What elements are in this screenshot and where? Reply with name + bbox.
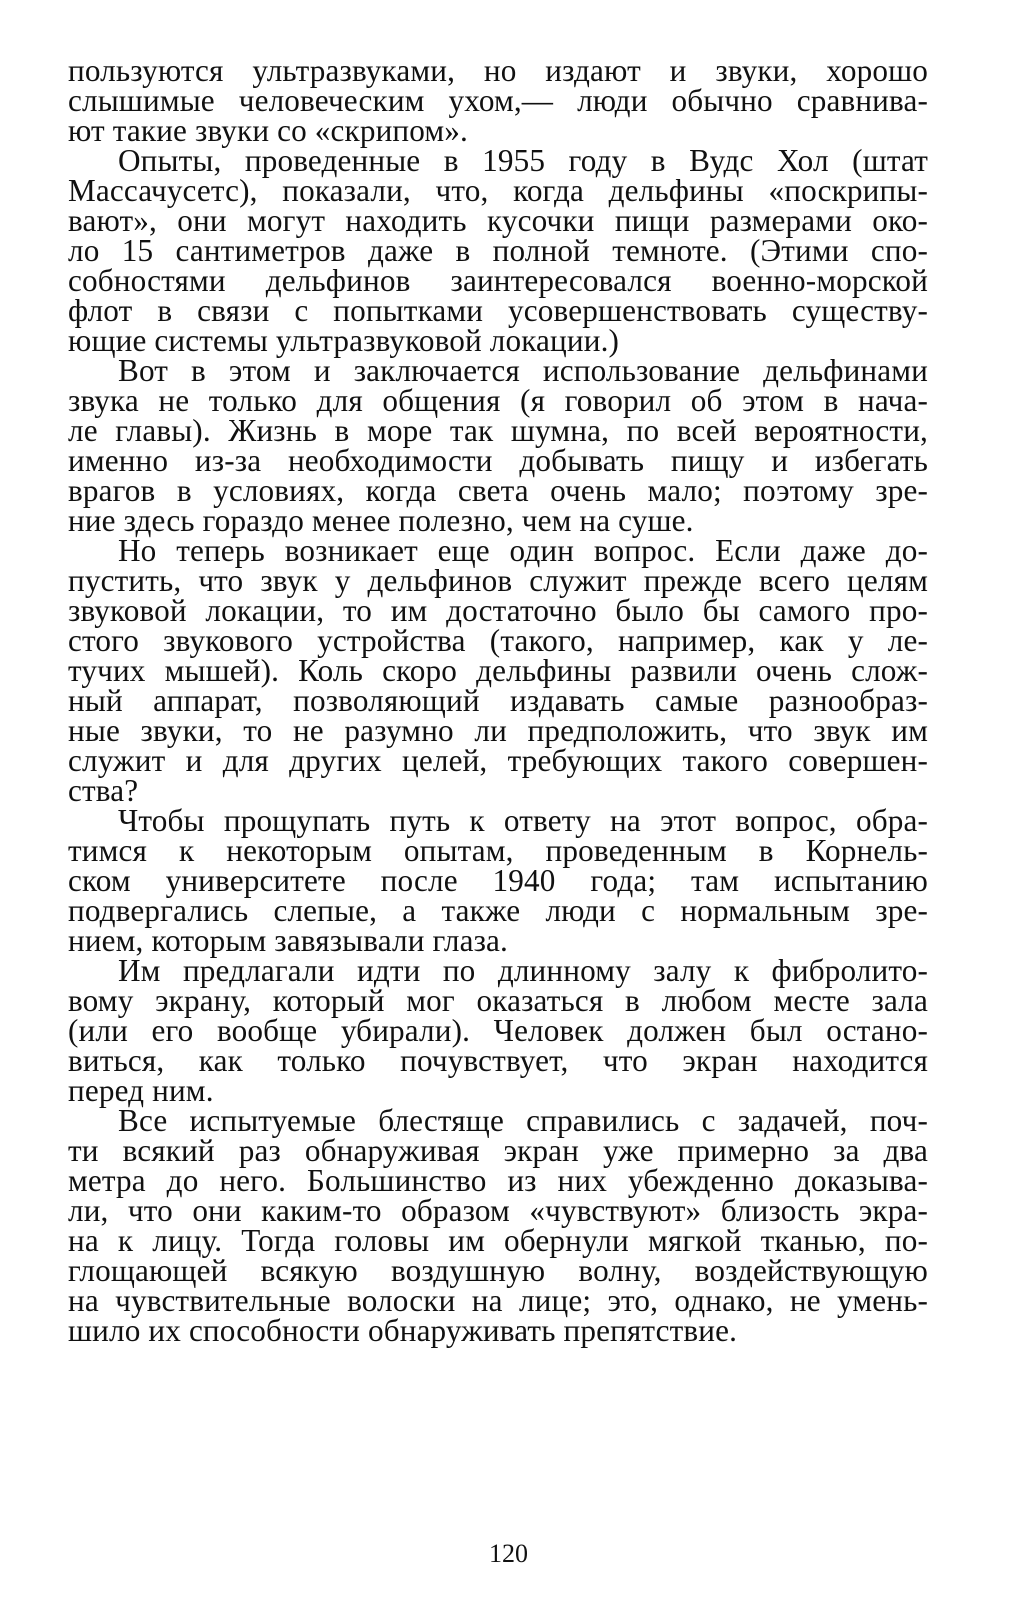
text-line: глощающей всякую воздушную волну, воздействующую (68, 1253, 928, 1288)
text-line: служит и для других целей, требующих такого совершен- (68, 743, 928, 778)
paragraph-4 (68, 533, 928, 808)
text-line: ют такие звуки со «скрипом». (68, 113, 468, 148)
text-line: Все испытуемые блестяще справились с задачей, поч- (118, 1103, 928, 1138)
text-line: ные звуки, то не разумно ли предположить, что звук им (68, 713, 928, 748)
text-line: виться, как только почувствует, что экран находится (68, 1043, 928, 1078)
text-line: Массачусетс), показали, что, когда дельфины «поскрипы- (68, 173, 928, 208)
paragraph-7 (68, 1103, 928, 1348)
text-line: Вот в этом и заключается использование дельфинами (118, 353, 928, 388)
text-line: стого звукового устройства (такого, например, как у ле- (68, 623, 928, 658)
paragraph-3 (68, 353, 928, 538)
text-line: подвергались слепые, а также люди с нормальным зре- (68, 893, 928, 928)
text-line: собностями дельфинов заинтересовался военно-морской (68, 263, 928, 298)
text-line: тучих мышей). Коль скоро дельфины развили очень слож- (68, 653, 928, 688)
text-line: пользуются ультразвуками, но издают и звуки, хорошо (68, 53, 928, 88)
text-line: шило их способности обнаруживать препятствие. (68, 1313, 738, 1348)
paragraph-6 (68, 953, 928, 1108)
text-line: именно из-за необходимости добывать пищу и избегать (68, 443, 928, 478)
text-line: Им предлагали идти по длинному залу к фибролито- (118, 953, 928, 988)
text-line: ние здесь гораздо менее полезно, чем на суше. (68, 503, 694, 538)
text-line: пустить, что звук у дельфинов служит прежде всего целям (68, 563, 928, 598)
text-line: ли, что они каким-то образом «чувствуют» близость экра- (68, 1193, 928, 1228)
text-line: вают», они могут находить кусочки пищи размерами око- (68, 203, 928, 238)
text-line: перед ним. (68, 1073, 214, 1108)
text-line: ти всякий раз обнаруживая экран уже примерно за два (68, 1133, 928, 1168)
paragraph-1 (68, 53, 928, 148)
text-line: на к лицу. Тогда головы им обернули мягкой тканью, по- (68, 1223, 928, 1258)
text-line: ло 15 сантиметров даже в полной темноте. (Этими спо- (68, 233, 928, 268)
text-line: ле главы). Жизнь в море так шумна, по всей вероятности, (68, 413, 928, 448)
text-line: метра до него. Большинство из них убежденно доказыва- (68, 1163, 928, 1198)
text-line: Но теперь возникает еще один вопрос. Если даже до- (118, 533, 928, 568)
paragraph-2 (68, 143, 928, 358)
text-line: звука не только для общения (я говорил об этом в нача- (68, 383, 928, 418)
text-line: Опыты, проведенные в 1955 году в Вудс Хол (штат (118, 143, 928, 178)
text-line: врагов в условиях, когда света очень мало; поэтому зре- (68, 473, 928, 508)
text-line: звуковой локации, то им достаточно было бы самого про- (68, 593, 928, 628)
text-line: на чувствительные волоски на лице; это, однако, не умень- (68, 1283, 928, 1318)
text-line: тимся к некоторым опытам, проведенным в Корнель- (68, 833, 928, 868)
text-line: нием, которым завязывали глаза. (68, 923, 508, 958)
text-line: слышимые человеческим ухом,— люди обычно сравнива- (68, 83, 928, 118)
paragraph-5 (68, 803, 928, 958)
body-text (68, 53, 928, 1348)
text-line: Чтобы прощупать путь к ответу на этот вопрос, обра- (118, 803, 928, 838)
text-line: вому экрану, который мог оказаться в любом месте зала (68, 983, 928, 1018)
text-line: (или его вообще убирали). Человек должен был остано- (68, 1013, 928, 1048)
text-line: ском университете после 1940 года; там испытанию (68, 863, 928, 898)
page-number: 120 (489, 1539, 528, 1568)
text-line: ный аппарат, позволяющий издавать самые разнообраз- (68, 683, 928, 718)
text-line: ства? (68, 773, 139, 808)
text-line: флот в связи с попытками усовершенствовать существу- (68, 293, 928, 328)
text-line: ющие системы ультразвуковой локации.) (68, 323, 620, 358)
